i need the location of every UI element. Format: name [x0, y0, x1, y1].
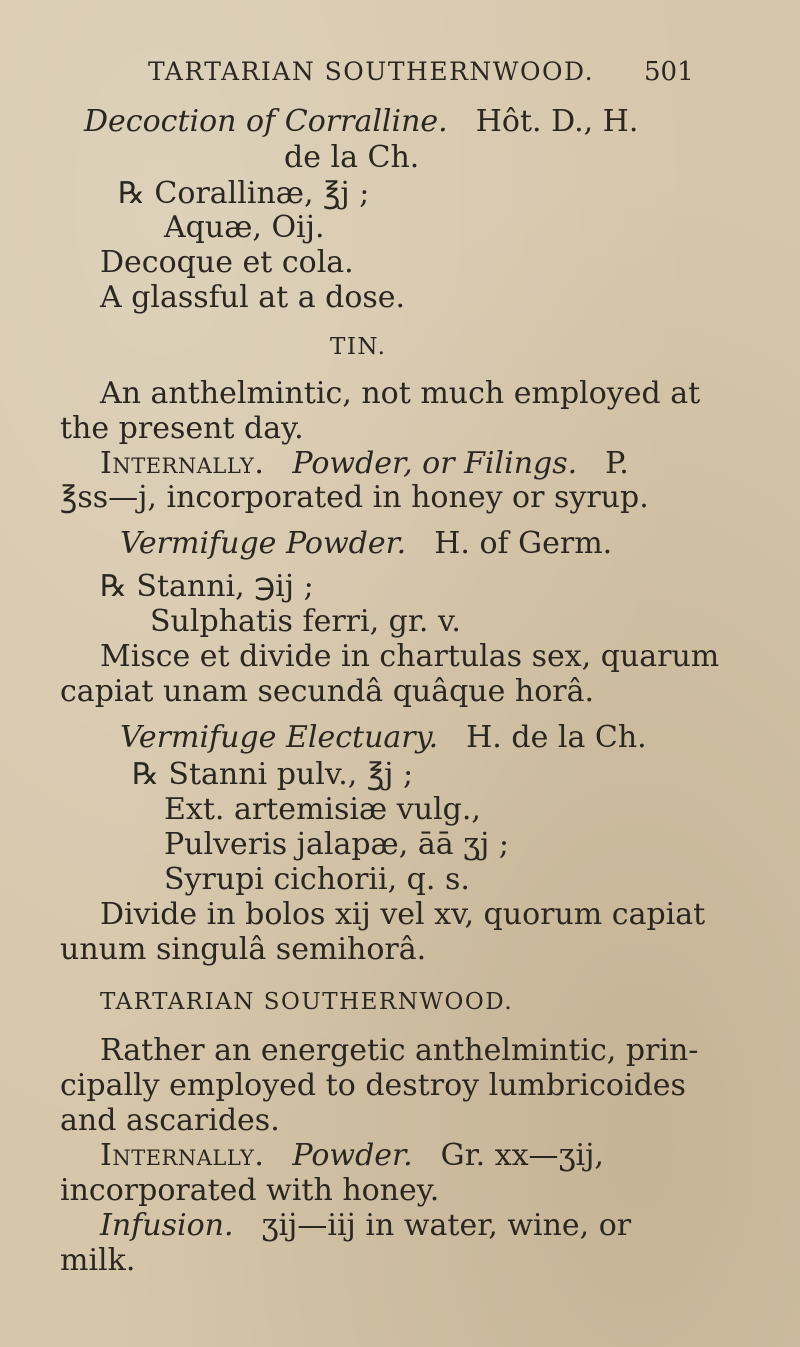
vp-rx-2: Sulphatis ferri, gr. v.: [150, 604, 461, 639]
tin-line-1: An anthelmintic, not much employed at: [100, 376, 701, 411]
decoction-title: Decoction of Corralline.: [84, 104, 448, 139]
sw-infusion-text: ʒij—iij in water, wine, or: [261, 1208, 632, 1243]
vermifuge-powder-title-line: [120, 526, 612, 562]
tin-internally-text: Powder, or Filings.: [292, 446, 578, 481]
vermifuge-powder-title: Vermifuge Powder.: [120, 526, 407, 561]
sw-internally-label: Internally.: [100, 1138, 265, 1173]
tin-heading: TIN.: [330, 334, 387, 360]
decoction-rx-1: ℞ Corallinæ, ℥j ;: [118, 176, 370, 211]
decoction-source: Hôt. D., H.: [475, 104, 639, 139]
vermifuge-electuary-title: Vermifuge Electuary.: [120, 720, 439, 755]
vermifuge-powder-source: H. of Germ.: [434, 526, 613, 561]
ve-rx-4: Syrupi cichorii, q. s.: [164, 862, 470, 897]
sw-line-2: cipally employed to destroy lumbricoides: [60, 1068, 686, 1103]
vermifuge-electuary-source: H. de la Ch.: [466, 720, 647, 755]
ve-rx-2: Ext. artemisiæ vulg.,: [164, 792, 481, 827]
tin-internally-source: P.: [605, 446, 629, 481]
ve-rx-1: ℞ Stanni pulv., ℥j ;: [132, 757, 414, 792]
sw-infusion-label: Infusion.: [100, 1208, 234, 1243]
tin-line-2: the present day.: [60, 411, 304, 446]
sw-line-1: Rather an energetic anthelmintic, prin-: [100, 1033, 699, 1068]
vp-rx-3: Misce et divide in chartulas sex, quarum: [100, 639, 720, 674]
sw-line-7: milk.: [60, 1243, 136, 1278]
sw-infusion-line: [100, 1208, 631, 1244]
tin-internally-label: Internally.: [100, 446, 265, 481]
vermifuge-electuary-title-line: [120, 720, 647, 756]
decoction-rx-3: Decoque et cola.: [100, 245, 354, 280]
ve-rx-3: Pulveris jalapæ, āā ʒj ;: [164, 827, 509, 862]
vp-rx-4: capiat unam secundâ quâque horâ.: [60, 674, 595, 709]
sw-internally-dose: Gr. xx—ʒij,: [440, 1138, 604, 1173]
tin-internally-line: [100, 446, 629, 482]
sw-internally-text: Powder.: [292, 1138, 413, 1173]
sw-line-3: and ascarides.: [60, 1103, 280, 1138]
decoction-rx-2: Aquæ, Oij.: [164, 210, 325, 245]
running-title: TARTARIAN SOUTHERNWOOD.: [148, 57, 595, 86]
decoction-dose: A glassful at a dose.: [100, 280, 406, 315]
tin-line-4: ℥ss—j, incorporated in honey or syrup.: [60, 480, 649, 515]
decoction-source-cont: de la Ch.: [284, 140, 420, 175]
page-number: 501: [644, 57, 694, 87]
vp-rx-1: ℞ Stanni, ℈ij ;: [100, 569, 314, 604]
ve-rx-6: unum singulâ semihorâ.: [60, 932, 427, 967]
decoction-title-line: [84, 104, 638, 140]
southernwood-heading: TARTARIAN SOUTHERNWOOD.: [100, 989, 514, 1015]
ve-rx-5: Divide in bolos xij vel xv, quorum capiat: [100, 897, 706, 932]
sw-internally-line: [100, 1138, 604, 1174]
sw-line-5: incorporated with honey.: [60, 1173, 440, 1208]
